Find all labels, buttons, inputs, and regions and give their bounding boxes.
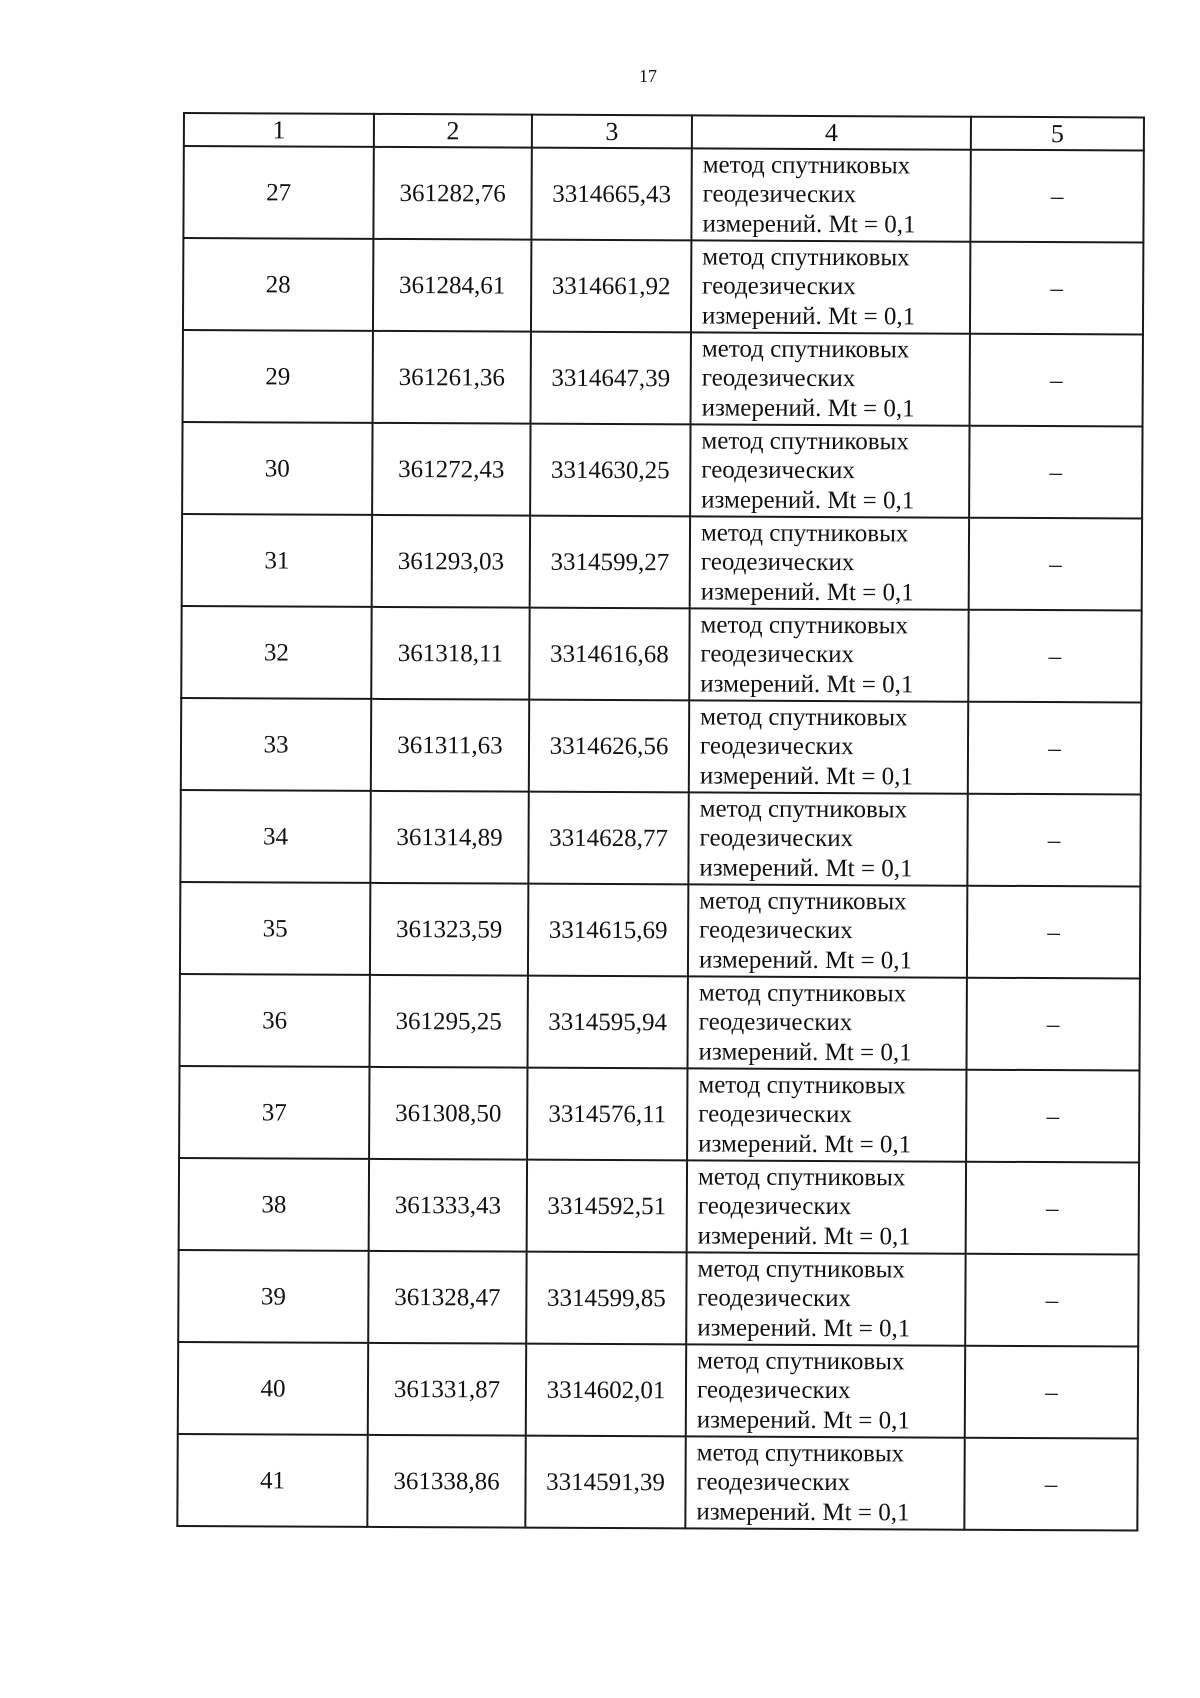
method-cell (689, 700, 968, 793)
method-cell (685, 1436, 964, 1529)
y-coordinate-cell: 3314615,69 (528, 884, 688, 977)
y-coordinate-cell: 3314665,43 (531, 148, 691, 241)
method-line-2: геодезических (702, 272, 856, 301)
method-line-3: измерений. Mt = 0,1 (696, 1498, 910, 1527)
point-number-cell: 31 (182, 514, 372, 607)
y-coordinate-cell: 3314628,77 (528, 792, 688, 885)
table-row (179, 1066, 1139, 1163)
note-cell: – (966, 1070, 1139, 1163)
method-line-2: геодезических (697, 1192, 852, 1221)
x-coordinate-cell: 361308,50 (369, 1067, 527, 1160)
method-cell (691, 332, 970, 425)
method-line-3: измерений. Mt = 0,1 (698, 946, 913, 975)
method-cell (690, 516, 969, 609)
method-line-1: метод спутниковых (699, 887, 907, 916)
x-coordinate-cell: 361311,63 (371, 699, 529, 792)
method-line-1: метод спутниковых (699, 795, 908, 824)
point-number-cell: 41 (177, 1434, 367, 1527)
note-cell: – (970, 150, 1143, 243)
method-line-2: геодезических (698, 1100, 852, 1129)
method-cell (687, 1068, 966, 1161)
column-header-4: 4 (692, 115, 971, 149)
point-number-cell: 38 (179, 1158, 369, 1251)
point-number-cell: 34 (180, 790, 370, 883)
x-coordinate-cell: 361323,59 (370, 883, 528, 976)
method-cell (689, 608, 968, 701)
y-coordinate-cell: 3314591,39 (525, 1436, 685, 1529)
method-line-1: метод спутниковых (697, 1255, 906, 1284)
x-coordinate-cell: 361284,61 (373, 239, 531, 332)
method-line-1: метод спутниковых (698, 979, 907, 1008)
x-coordinate-cell: 361328,47 (368, 1251, 526, 1344)
table-row (181, 698, 1141, 795)
note-cell: – (967, 886, 1140, 979)
column-header-3: 3 (532, 115, 692, 149)
y-coordinate-cell: 3314592,51 (527, 1160, 687, 1253)
method-line-1: метод спутниковых (702, 243, 910, 272)
x-coordinate-cell: 361314,89 (370, 791, 528, 884)
note-cell: – (970, 242, 1143, 335)
table-row (183, 146, 1143, 243)
method-line-3: измерений. Mt = 0,1 (698, 1130, 912, 1159)
y-coordinate-cell: 3314595,94 (528, 976, 688, 1069)
note-cell: – (968, 610, 1141, 703)
note-cell: – (965, 1346, 1138, 1439)
x-coordinate-cell: 361272,43 (372, 423, 530, 516)
x-coordinate-cell: 361338,86 (367, 1435, 525, 1528)
table-body (177, 146, 1143, 1531)
table-header (184, 113, 1144, 151)
method-line-1: метод спутниковых (700, 611, 909, 640)
column-header-2: 2 (374, 114, 532, 148)
method-line-2: геодезических (698, 1008, 853, 1037)
point-number-cell: 35 (180, 882, 370, 975)
note-cell: – (964, 1438, 1137, 1531)
x-coordinate-cell: 361261,36 (373, 331, 531, 424)
note-cell: – (967, 794, 1140, 887)
y-coordinate-cell: 3314599,85 (526, 1252, 686, 1345)
method-cell (686, 1344, 965, 1437)
table-row (180, 882, 1140, 979)
y-coordinate-cell: 3314602,01 (526, 1344, 686, 1437)
method-line-1: метод спутниковых (701, 335, 910, 364)
method-line-1: метод спутниковых (697, 1347, 905, 1376)
method-line-3: измерений. Mt = 0,1 (701, 394, 915, 423)
y-coordinate-cell: 3314616,68 (529, 608, 689, 701)
method-line-2: геодезических (696, 1376, 851, 1405)
page-number: 17 (639, 66, 657, 86)
method-cell (687, 1160, 966, 1253)
column-header-5: 5 (971, 117, 1144, 151)
note-cell: – (969, 518, 1142, 611)
method-line-2: геодезических (700, 548, 855, 577)
method-cell (691, 148, 970, 241)
method-line-3: измерений. Mt = 0,1 (700, 670, 914, 699)
method-line-3: измерений. Mt = 0,1 (701, 302, 916, 331)
table-row (178, 1250, 1138, 1347)
method-line-2: геодезических (701, 456, 855, 485)
point-number-cell: 27 (183, 146, 373, 239)
x-coordinate-cell: 361333,43 (369, 1159, 527, 1252)
point-number-cell: 29 (183, 330, 373, 423)
point-number-cell: 33 (181, 698, 371, 791)
column-header-1: 1 (184, 113, 374, 147)
table-row (183, 330, 1143, 427)
table-row (180, 790, 1140, 887)
method-line-3: измерений. Mt = 0,1 (699, 762, 914, 791)
point-number-cell: 30 (182, 422, 372, 515)
table-row (183, 238, 1143, 335)
x-coordinate-cell: 361295,25 (370, 975, 528, 1068)
y-coordinate-cell: 3314661,92 (531, 240, 691, 333)
y-coordinate-cell: 3314647,39 (531, 332, 691, 425)
method-cell (688, 792, 967, 885)
method-line-3: измерений. Mt = 0,1 (699, 854, 913, 883)
x-coordinate-cell: 361331,87 (368, 1343, 526, 1436)
point-number-cell: 36 (180, 974, 370, 1067)
method-line-3: измерений. Mt = 0,1 (697, 1222, 911, 1251)
method-line-1: метод спутниковых (700, 519, 909, 548)
table-row (182, 422, 1142, 519)
y-coordinate-cell: 3314599,27 (530, 516, 690, 609)
method-line-1: метод спутниковых (702, 151, 911, 180)
method-line-3: измерений. Mt = 0,1 (698, 1038, 912, 1067)
method-line-1: метод спутниковых (700, 703, 908, 732)
table-row (180, 974, 1140, 1071)
method-line-3: измерений. Mt = 0,1 (701, 486, 915, 515)
method-line-1: метод спутниковых (701, 427, 909, 456)
method-line-2: геодезических (697, 1284, 852, 1313)
x-coordinate-cell: 361293,03 (372, 515, 530, 608)
method-line-1: метод спутниковых (697, 1163, 906, 1192)
method-cell (691, 240, 970, 333)
method-line-3: измерений. Mt = 0,1 (702, 210, 916, 239)
method-cell (686, 1252, 965, 1345)
point-number-cell: 28 (183, 238, 373, 331)
point-number-cell: 40 (178, 1342, 368, 1435)
method-line-1: метод спутниковых (696, 1439, 905, 1468)
coordinates-table-sheet (176, 112, 1143, 1532)
x-coordinate-cell: 361282,76 (373, 147, 531, 240)
method-cell (687, 976, 966, 1069)
note-cell: – (966, 978, 1139, 1071)
method-line-3: измерений. Mt = 0,1 (700, 578, 914, 607)
method-line-2: геодезических (702, 180, 857, 209)
note-cell: – (965, 1254, 1138, 1347)
table-row (177, 1434, 1137, 1531)
method-line-2: геодезических (701, 364, 856, 393)
y-coordinate-cell: 3314626,56 (529, 700, 689, 793)
table-row (182, 514, 1142, 611)
method-line-2: геодезических (696, 1468, 851, 1497)
coordinates-table (176, 112, 1145, 1532)
point-number-cell: 39 (178, 1250, 368, 1343)
method-cell (690, 424, 969, 517)
note-cell: – (969, 426, 1142, 519)
method-line-3: измерений. Mt = 0,1 (697, 1314, 911, 1343)
point-number-cell: 32 (181, 606, 371, 699)
method-line-2: геодезических (699, 732, 854, 761)
note-cell: – (970, 334, 1143, 427)
note-cell: – (966, 1162, 1139, 1255)
point-number-cell: 37 (179, 1066, 369, 1159)
method-line-2: геодезических (700, 640, 855, 669)
method-cell (688, 884, 967, 977)
table-row (178, 1342, 1138, 1439)
method-line-2: геодезических (699, 916, 853, 945)
table-row (181, 606, 1141, 703)
y-coordinate-cell: 3314576,11 (527, 1068, 687, 1161)
note-cell: – (968, 702, 1141, 795)
header-row (184, 113, 1144, 151)
y-coordinate-cell: 3314630,25 (530, 424, 690, 517)
x-coordinate-cell: 361318,11 (371, 607, 529, 700)
table-row (179, 1158, 1139, 1255)
method-line-3: измерений. Mt = 0,1 (696, 1406, 910, 1435)
method-line-1: метод спутниковых (698, 1071, 906, 1100)
method-line-2: геодезических (699, 824, 854, 853)
